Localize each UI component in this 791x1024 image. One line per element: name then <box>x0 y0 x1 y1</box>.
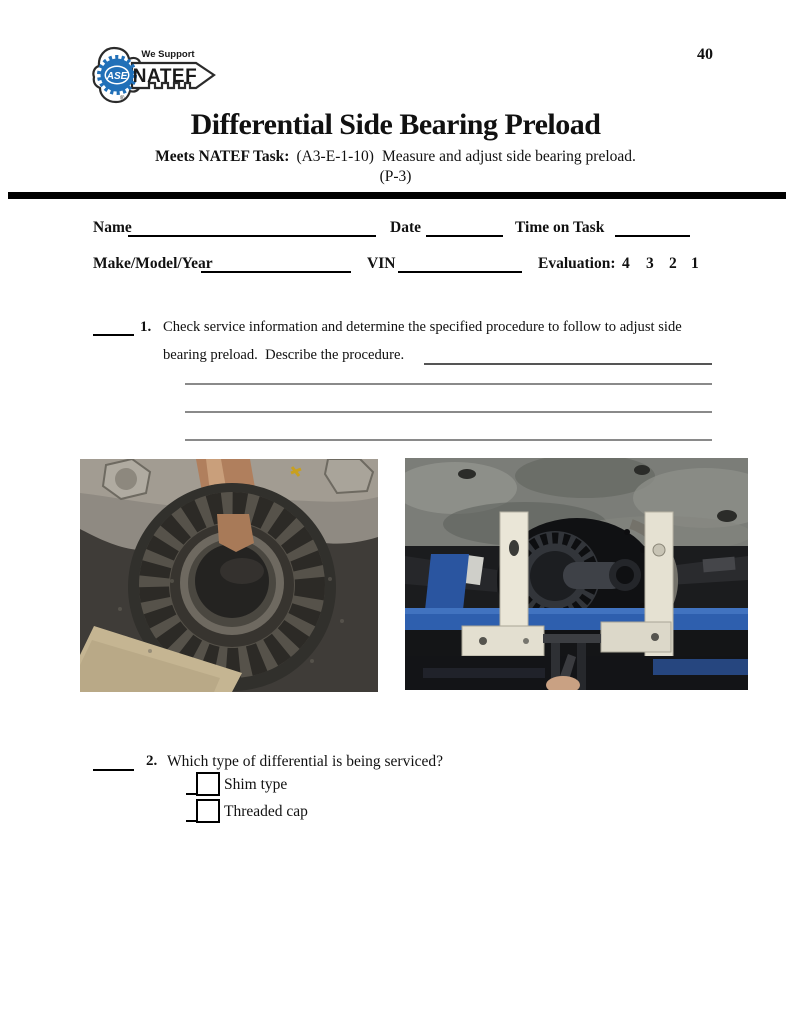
logo-org-text: NATEF <box>132 66 198 87</box>
question1-answer-line-3[interactable] <box>185 437 712 441</box>
question2-number: 2. <box>146 753 158 769</box>
vin-label: VIN <box>367 255 396 272</box>
question1-answer-line-1[interactable] <box>185 381 712 385</box>
question2-text: Which type of differential is being serviced? <box>167 753 444 770</box>
svg-text:ASE: ASE <box>106 71 128 82</box>
question1-number: 1. <box>140 319 152 335</box>
task-label: Meets NATEF Task: <box>155 148 290 165</box>
evaluation-score-3[interactable]: 3 <box>646 255 654 272</box>
task-subtitle <box>0 148 791 166</box>
task-priority: (P-3) <box>379 168 412 185</box>
differential-under-vehicle-photo <box>405 458 748 690</box>
make-model-year-field-line[interactable] <box>201 255 351 273</box>
side-bearing-adjuster-photo <box>80 459 378 692</box>
evaluation-label: Evaluation: <box>538 255 616 272</box>
threaded-cap-label: Threaded cap <box>224 803 308 820</box>
task-code: (A3-E-1-10) <box>296 148 374 165</box>
natef-logo <box>92 42 224 106</box>
evaluation-score-1[interactable]: 1 <box>691 255 699 272</box>
natef-key-logo-graphic <box>92 42 224 106</box>
evaluation-score-4[interactable]: 4 <box>622 255 630 272</box>
date-label: Date <box>390 219 421 236</box>
page-title: Differential Side Bearing Preload <box>190 108 601 141</box>
date-field-line[interactable] <box>426 219 503 237</box>
page-number: 40 <box>697 46 713 63</box>
shim-type-label: Shim type <box>224 776 288 793</box>
time-on-task-label: Time on Task <box>515 219 605 236</box>
question1-status-blank[interactable] <box>93 320 134 336</box>
name-label: Name <box>93 219 132 236</box>
question1-inline-answer-line[interactable] <box>424 347 712 365</box>
question1-answer-line-2[interactable] <box>185 409 712 413</box>
task-description: Measure and adjust side bearing preload. <box>381 148 636 165</box>
logo-support-text: We Support <box>141 49 195 60</box>
evaluation-score-2[interactable]: 2 <box>669 255 677 272</box>
svg-text:®: ® <box>120 96 125 102</box>
threaded-cap-checkbox[interactable] <box>196 799 220 823</box>
time-on-task-field-line[interactable] <box>615 219 690 237</box>
header-divider-rule <box>8 192 786 199</box>
shim-type-checkbox[interactable] <box>196 772 220 796</box>
side-bearing-adjuster-photo-graphic <box>80 459 378 692</box>
question2-status-blank[interactable] <box>93 755 134 771</box>
make-model-year-label: Make/Model/Year <box>93 255 213 272</box>
question1-text-line2: bearing preload. Describe the procedure. <box>163 347 405 363</box>
name-field-line[interactable] <box>128 219 376 237</box>
question1-text-line1: Check service information and determine the specified procedure to follow to adjust side <box>163 319 682 335</box>
vin-field-line[interactable] <box>398 255 522 273</box>
differential-under-vehicle-photo-graphic <box>405 458 748 690</box>
